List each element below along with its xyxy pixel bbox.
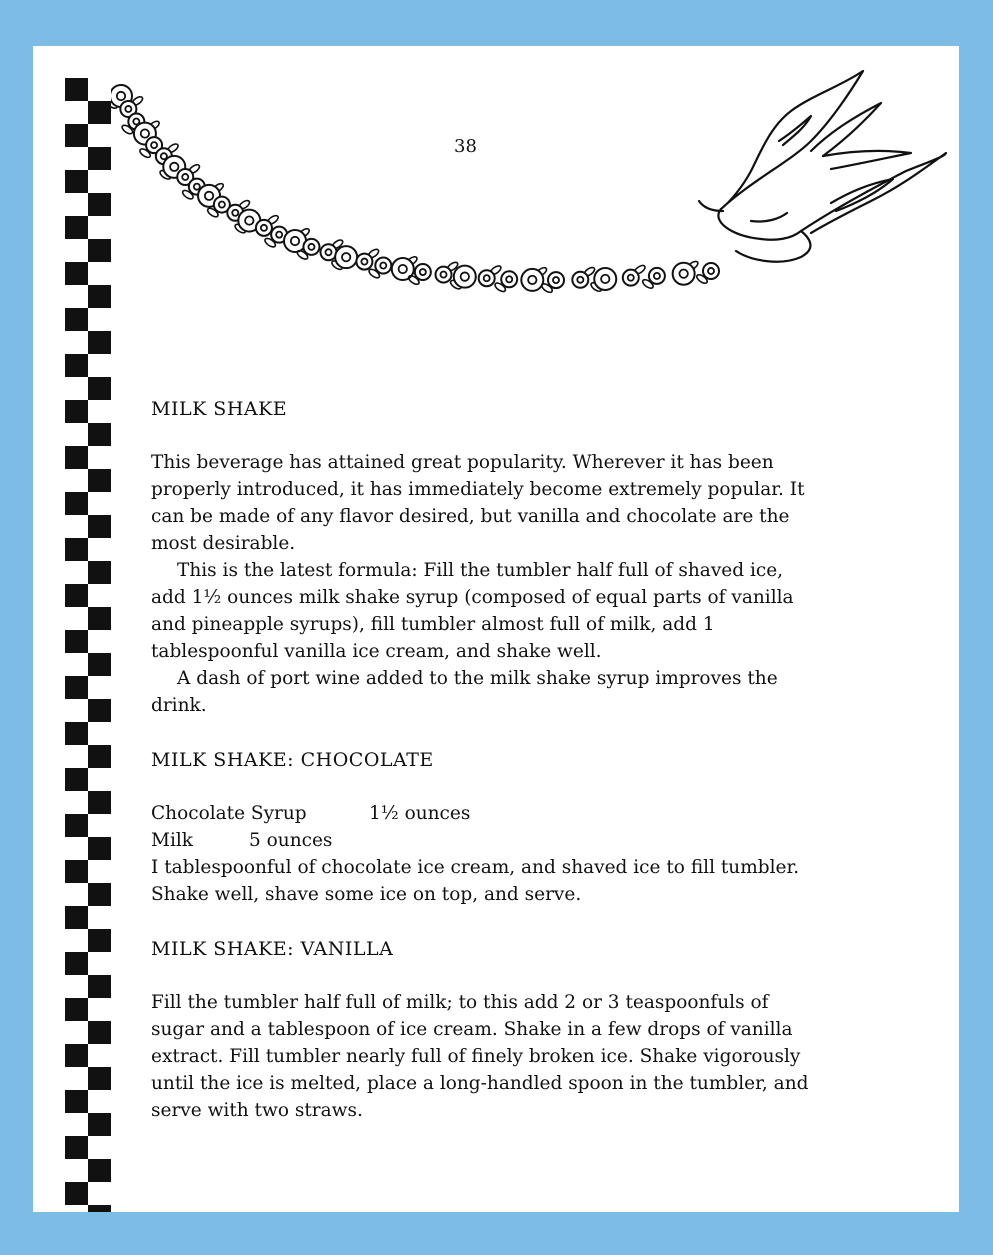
section-title-vanilla: MILK SHAKE: VANILLA (151, 938, 394, 960)
ingredient-list (151, 800, 811, 854)
ingredient-amount: 5 ounces (249, 830, 333, 851)
paragraph-vanilla-method: Fill the tumbler half full of milk; to this add 2 or 3 teaspoonfuls of sugar and a tablespoon of ice cream. Shake in a few drops of vanilla extract. Fill tumbler nearly full of finely broken ice. Shake vigorously until the ice is melted, place a long-handled spoon in the tumbler, and serve with two straws. (151, 992, 809, 1121)
paragraph-chocolate-method: I tablespoonful of chocolate ice cream, and shaved ice to fill tumbler. Shake well, shave some ice on top, and serve. (151, 857, 800, 905)
paragraph-intro: This beverage has attained great popularity. Wherever it has been properly introduced, it has immediately become extremely popular. It can be made of any flavor desired, but vanilla and chocolate are the most desirable. (151, 452, 805, 554)
paragraph-port-wine: A dash of port wine added to the milk shake syrup improves the drink. (151, 668, 778, 716)
section-title-milk-shake: MILK SHAKE (151, 398, 288, 420)
ingredient-name: Chocolate Syrup (151, 803, 307, 824)
ingredient-name: Milk (151, 830, 193, 851)
page-number: 38 (454, 136, 477, 157)
recipe-text (151, 396, 811, 1124)
ingredient-row (151, 827, 811, 854)
section-title-chocolate: MILK SHAKE: CHOCOLATE (151, 749, 434, 771)
garland-flowers (111, 85, 719, 294)
book-page (33, 46, 959, 1212)
ingredient-row (151, 800, 811, 827)
swallow-icon (699, 71, 946, 262)
checkerboard-border (65, 78, 111, 1212)
paragraph-formula: This is the latest formula: Fill the tumbler half full of shaved ice, add 1½ ounces milk shake syrup (composed of equal parts of vanilla and pineapple syrups), fill tumbler almost full of milk, add 1 tablespoonful vanilla ice cream, and shake well. (151, 560, 794, 662)
ingredient-amount: 1½ ounces (369, 803, 471, 824)
flower-garland (111, 61, 951, 306)
